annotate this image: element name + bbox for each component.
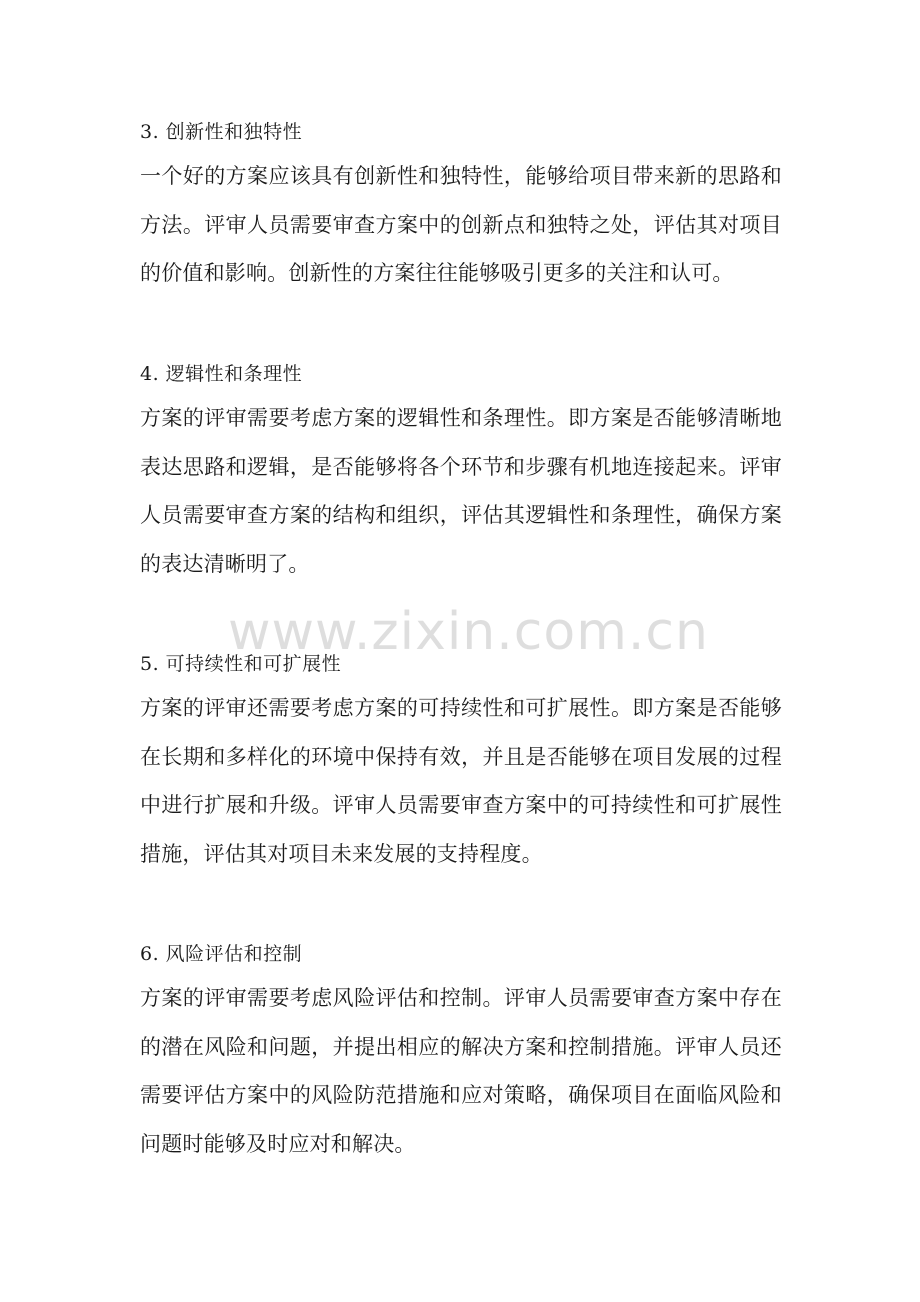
section-innovation xyxy=(140,112,782,298)
section-body: 一个好的方案应该具有创新性和独特性，能够给项目带来新的思路和方法。评审人员需要审查方案中的创新点和独特之处，评估其对项目的价值和影响。创新性的方案往往能够吸引更多的关注和认可。 xyxy=(140,164,782,285)
section-body: 方案的评审需要考虑风险评估和控制。评审人员需要审查方案中存在的潜在风险和问题，并提出相应的解决方案和控制措施。评审人员还需要评估方案中的风险防范措施和应对策略，确保项目在面临风险和问题时能够及时应对和解决。 xyxy=(140,986,782,1156)
section-heading: 5. 可持续性和可扩展性 xyxy=(140,653,342,675)
watermark-text: www.zixin.com.cn xyxy=(228,602,709,662)
section-sustainability xyxy=(140,644,782,878)
section-body: 方案的评审还需要考虑方案的可持续性和可扩展性。即方案是否能够在长期和多样化的环境中保持有效，并且是否能够在项目发展的过程中进行扩展和升级。评审人员需要审查方案中的可持续性和可扩展性措施，评估其对项目未来发展的支持程度。 xyxy=(140,696,782,866)
section-body: 方案的评审需要考虑方案的逻辑性和条理性。即方案是否能够清晰地表达思路和逻辑，是否能够将各个环节和步骤有机地连接起来。评审人员需要审查方案的结构和组织，评估其逻辑性和条理性，确保方案的表达清晰明了。 xyxy=(140,406,782,576)
section-risk xyxy=(140,934,782,1168)
section-heading: 6. 风险评估和控制 xyxy=(140,943,303,965)
section-heading: 4. 逻辑性和条理性 xyxy=(140,363,303,385)
section-logic xyxy=(140,354,782,588)
section-heading: 3. 创新性和独特性 xyxy=(140,121,303,143)
